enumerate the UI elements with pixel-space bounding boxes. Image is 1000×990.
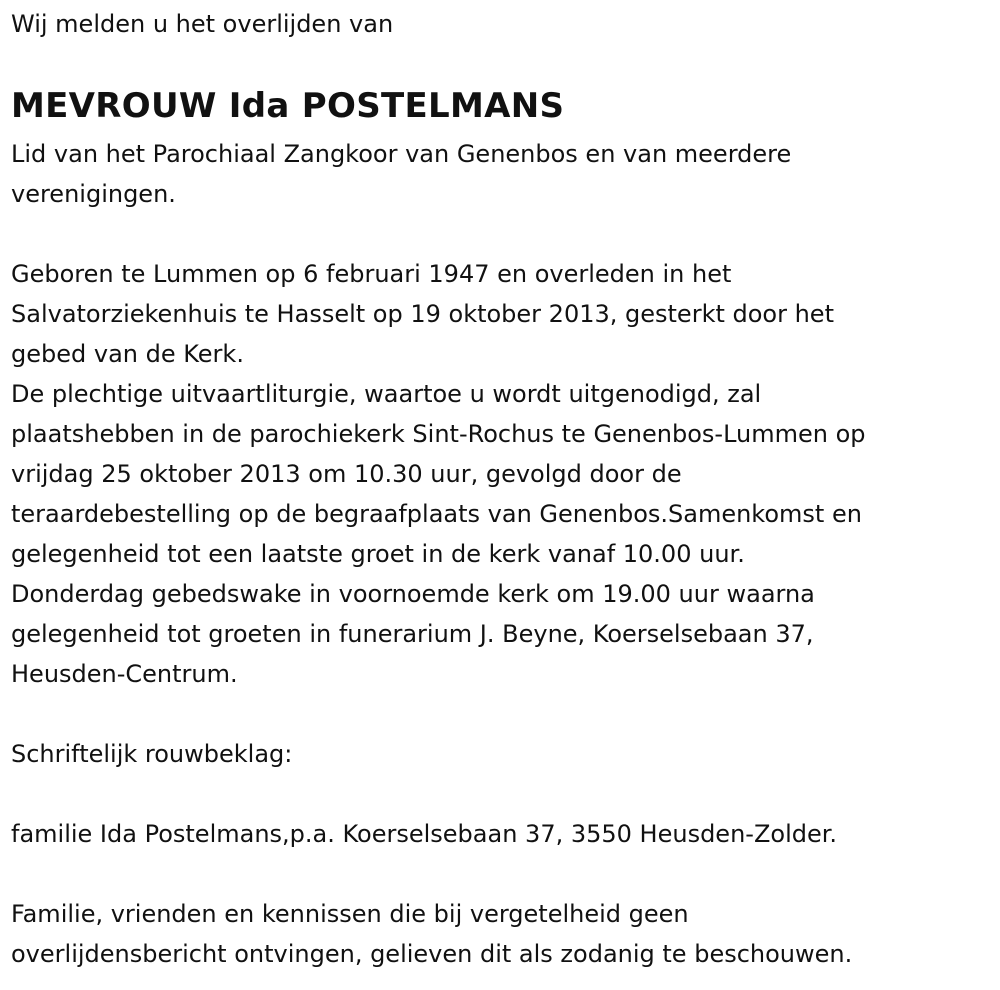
details-line: Donderdag gebedswake in voornoemde kerk om 19.00 uur waarna <box>11 580 815 608</box>
details-line: Heusden-Centrum. <box>11 660 238 688</box>
closing-line: overlijdensbericht ontvingen, gelieven dit als zodanig te beschouwen. <box>11 940 853 968</box>
details-line: teraardebestelling op de begraafplaats van Genenbos.Samenkomst en <box>11 500 862 528</box>
details-line: Salvatorziekenhuis te Hasselt op 19 oktober 2013, gesterkt door het <box>11 300 834 328</box>
details-line: gelegenheid tot een laatste groet in de kerk vanaf 10.00 uur. <box>11 540 745 568</box>
membership-line: verenigingen. <box>11 180 176 208</box>
intro-text: Wij melden u het overlijden van <box>11 10 394 38</box>
details-line: gebed van de Kerk. <box>11 340 244 368</box>
membership-line: Lid van het Parochiaal Zangkoor van Genenbos en van meerdere <box>11 140 792 168</box>
details-line: De plechtige uitvaartliturgie, waartoe u wordt uitgenodigd, zal <box>11 380 762 408</box>
details-line: vrijdag 25 oktober 2013 om 10.30 uur, gevolgd door de <box>11 460 682 488</box>
details-line: gelegenheid tot groeten in funerarium J. Beyne, Koerselsebaan 37, <box>11 620 814 648</box>
details-line: plaatshebben in de parochiekerk Sint-Rochus te Genenbos-Lummen op <box>11 420 866 448</box>
condolence-label: Schriftelijk rouwbeklag: <box>11 740 293 768</box>
condolence-address: familie Ida Postelmans,p.a. Koerselsebaan 37, 3550 Heusden-Zolder. <box>11 820 838 848</box>
closing-line: Familie, vrienden en kennissen die bij vergetelheid geen <box>11 900 689 928</box>
details-line: Geboren te Lummen op 6 februari 1947 en overleden in het <box>11 260 732 288</box>
deceased-name: MEVROUW Ida POSTELMANS <box>11 86 565 126</box>
